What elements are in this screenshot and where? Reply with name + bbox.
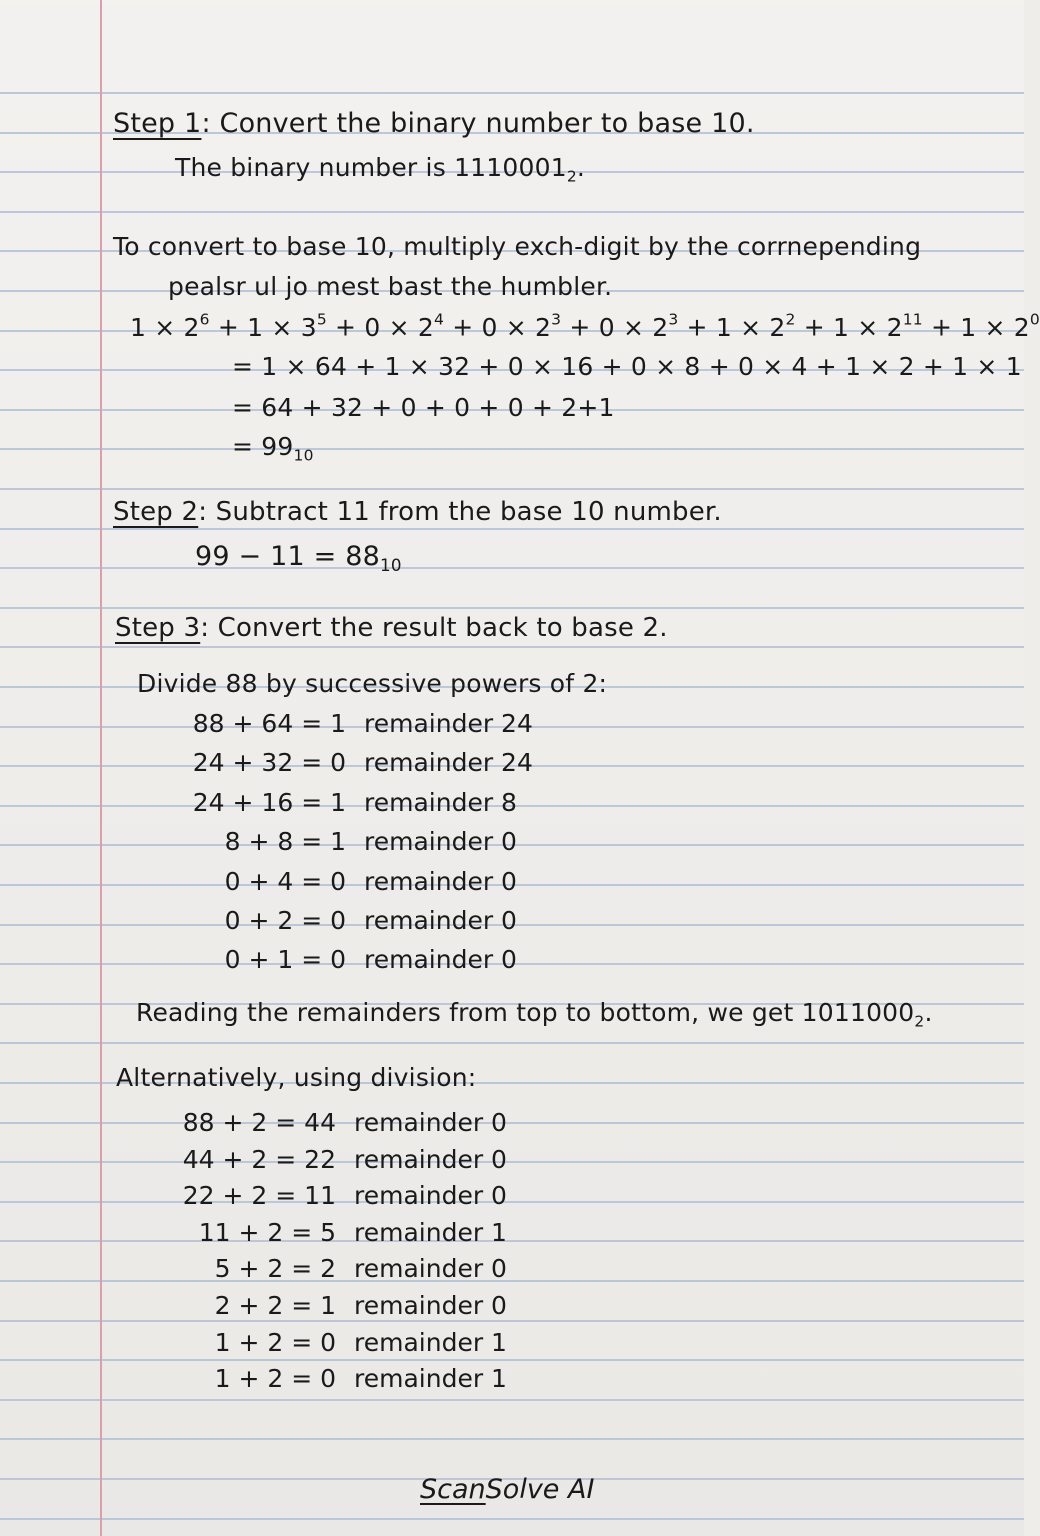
expansion-term: $1 \times 2^2$	[715, 310, 796, 342]
plus-sign: +	[678, 312, 716, 342]
ruled-line	[0, 92, 1024, 94]
step2-title: : Subtract 11 from the base 10 number.	[198, 497, 722, 527]
step2-heading	[113, 499, 722, 525]
remainder-text: remainder 0	[354, 1108, 507, 1137]
ruled-line	[0, 1438, 1024, 1440]
ruled-line	[0, 1201, 1024, 1203]
division-expression: 88 + 64 = 1	[192, 709, 346, 738]
division-expression: 1 + 2 = 0	[214, 1364, 336, 1394]
division-expression: 2 + 2 = 1	[214, 1291, 336, 1320]
division-expression: 0 + 4 = 0	[224, 866, 346, 896]
division-expression: 24 + 32 = 0	[192, 748, 346, 778]
step2-equation	[195, 543, 402, 574]
step1-label: Step 1	[113, 108, 202, 139]
remainder-text: remainder 8	[364, 787, 517, 817]
division-expression: 22 + 2 = 11	[182, 1181, 336, 1211]
division-expression: 11 + 2 = 5	[198, 1217, 336, 1247]
ruled-line	[0, 1399, 1024, 1401]
eq-line-3: = 64 + 32 + 0 + 0 + 0 + 2+1	[232, 393, 615, 422]
remainder-text: remainder 0	[354, 1181, 507, 1211]
reading-text: Reading the remainders from top to bottom, we get 1011000	[136, 998, 915, 1027]
step1-heading	[113, 110, 755, 137]
plus-sign: +	[326, 312, 365, 342]
remainder-text: remainder 1	[354, 1327, 507, 1357]
ruled-line	[0, 1518, 1024, 1520]
expansion-term: $1 \times 2^0$	[960, 310, 1040, 342]
ruled-line	[0, 1042, 1024, 1044]
binary-end: .	[576, 153, 586, 182]
subtraction-base: 10	[380, 554, 402, 575]
division-expression: 0 + 1 = 0	[224, 945, 346, 975]
eq-line-4	[232, 434, 314, 464]
ruled-line	[0, 488, 1024, 490]
brand-watermark	[420, 1474, 594, 1505]
binary-base: 2	[566, 167, 577, 186]
expansion-term: $1 \times 3^5$	[247, 310, 327, 342]
ruled-line	[0, 1122, 1024, 1124]
remainder-text: remainder 0	[364, 827, 517, 857]
remainder-text: remainder 0	[364, 866, 517, 896]
plus-sign: +	[922, 312, 961, 342]
ruled-line	[0, 448, 1024, 450]
division-expression: 88 + 2 = 44	[182, 1108, 336, 1137]
eq-result-base: 10	[293, 446, 314, 465]
expansion-term: $1 \times 2^{11}$	[833, 310, 923, 342]
plus-sign: +	[561, 312, 599, 342]
remainder-text: remainder 24	[364, 748, 533, 778]
division-expression: 5 + 2 = 2	[214, 1254, 336, 1284]
remainder-text: remainder 0	[354, 1254, 507, 1284]
step3-intro: Divide 88 by successive powers of 2:	[137, 669, 608, 698]
step3-title: : Convert the result back to base 2.	[200, 613, 668, 643]
reading-line	[136, 1000, 933, 1030]
remainder-text: remainder 0	[354, 1291, 507, 1320]
ruled-line	[0, 211, 1024, 213]
step1-title: : Convert the binary number to base 10.	[201, 108, 755, 139]
expansion-term: $0 \times 2^4$	[364, 310, 445, 342]
division-expression: 0 + 2 = 0	[224, 906, 346, 935]
margin-line	[100, 0, 102, 1536]
step1-explain-line1: To convert to base 10, multiply exch-digit by the corrnepending	[113, 232, 922, 261]
ruled-line	[0, 1280, 1024, 1282]
alt-intro: Alternatively, using division:	[116, 1063, 477, 1092]
binary-intro: The binary number is 1110001	[175, 153, 567, 182]
expansion-term: $0 \times 2^3$	[481, 310, 562, 342]
brand-scan: Scan	[420, 1474, 486, 1505]
expansion-term: $1 \times 2^6$	[130, 310, 210, 342]
ruled-line	[0, 567, 1024, 569]
ruled-line	[0, 528, 1024, 530]
division-expression: 24 + 16 = 1	[192, 787, 346, 817]
expansion-term: $0 \times 2^3$	[598, 310, 679, 342]
ruled-line	[0, 1161, 1024, 1163]
step2-label: Step 2	[113, 497, 199, 527]
remainder-text: remainder 0	[354, 1144, 507, 1174]
reading-end: .	[924, 998, 933, 1027]
remainder-text: remainder 1	[354, 1217, 507, 1247]
reading-base: 2	[914, 1012, 925, 1031]
step3-heading	[115, 615, 668, 641]
step3-label: Step 3	[115, 613, 201, 643]
division-expression: 44 + 2 = 22	[182, 1144, 336, 1174]
eq-result: = 99	[232, 432, 294, 461]
division-expression: 8 + 8 = 1	[224, 827, 346, 857]
remainder-text: remainder 24	[364, 709, 533, 738]
subtraction: 99 − 11 = 88	[195, 541, 381, 572]
remainder-text: remainder 0	[364, 906, 517, 935]
plus-sign: +	[209, 312, 248, 342]
ruled-line	[0, 1359, 1024, 1361]
ruled-line	[0, 1320, 1024, 1322]
remainder-text: remainder 0	[364, 945, 517, 975]
expansion-equation	[130, 312, 1040, 340]
step1-explain-line2: pealsr ul jo mest bast the humbler.	[168, 272, 613, 301]
remainder-text: remainder 1	[354, 1364, 507, 1394]
step1-binary-line	[175, 155, 585, 185]
plus-sign: +	[444, 312, 482, 342]
plus-sign: +	[795, 312, 834, 342]
ruled-line	[0, 1240, 1024, 1242]
eq-line-2: = 1 × 64 + 1 × 32 + 0 × 16 + 0 × 8 + 0 × 4 + 1 × 2 + 1 × 1	[232, 352, 1022, 381]
ruled-line	[0, 646, 1024, 648]
brand-rest: Solve AI	[485, 1474, 595, 1505]
division-expression: 1 + 2 = 0	[214, 1327, 336, 1357]
ruled-line	[0, 607, 1024, 609]
